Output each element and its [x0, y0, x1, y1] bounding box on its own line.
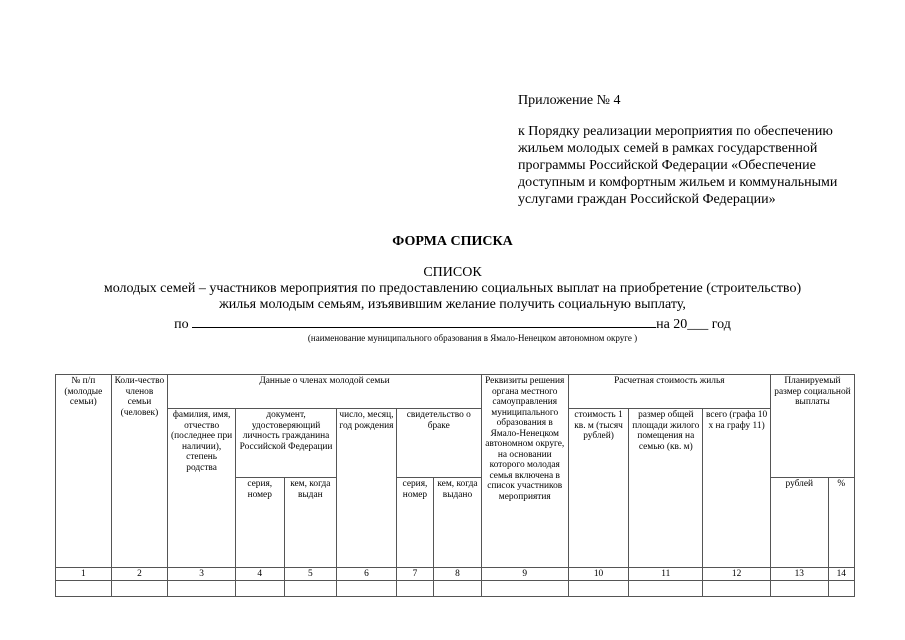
header-planned-payment: Планируемый размер социальной выплаты — [770, 375, 854, 478]
header-identity-document: документ, удостоверяющий личность гражданина Российской Федерации — [235, 409, 336, 478]
appendix-block — [518, 92, 858, 208]
column-number: 2 — [111, 568, 168, 581]
column-number: 9 — [481, 568, 568, 581]
column-numbers-row — [56, 568, 855, 581]
list-line-1: молодых семей – участников мероприятия по предоставлению социальных выплат на приобретение (строительство) — [103, 281, 802, 296]
municipality-caption: (наименование муниципального образования в Ямало-Ненецком автономном округе ) — [307, 333, 638, 343]
empty-cell[interactable] — [481, 581, 568, 597]
column-number: 4 — [235, 568, 284, 581]
header-family-data: Данные о членах молодой семьи — [168, 375, 482, 409]
column-number: 14 — [828, 568, 854, 581]
column-number: 10 — [568, 568, 629, 581]
header-document-series: серия, номер — [235, 478, 284, 568]
empty-cell[interactable] — [434, 581, 482, 597]
list-line-3-prefix: по — [174, 317, 189, 332]
empty-cell[interactable] — [235, 581, 284, 597]
column-number: 11 — [629, 568, 703, 581]
column-number: 8 — [434, 568, 482, 581]
list-heading — [0, 265, 905, 344]
form-title: ФОРМА СПИСКА — [392, 234, 513, 249]
empty-cell[interactable] — [396, 581, 433, 597]
column-number: 5 — [284, 568, 337, 581]
header-row-number: № п/п (молодые семьи) — [56, 375, 112, 568]
empty-cell[interactable] — [629, 581, 703, 597]
header-marriage-series: серия, номер — [396, 478, 433, 568]
list-line-3-suffix: на 20___ год — [656, 317, 731, 332]
column-number: 3 — [168, 568, 236, 581]
empty-cell[interactable] — [568, 581, 629, 597]
header-members-count: Коли-чество членов семьи (человек) — [111, 375, 168, 568]
column-number: 12 — [703, 568, 771, 581]
header-total-cost: всего (графа 10 х на графу 11) — [703, 409, 771, 568]
header-birth-date: число, месяц, год рождения — [337, 409, 397, 568]
list-line-2: жилья молодым семьям, изъявившим желание получить социальную выплату, — [219, 297, 686, 312]
list-title: СПИСОК — [423, 265, 482, 280]
header-marriage-certificate: свидетельство о браке — [396, 409, 481, 478]
empty-cell[interactable] — [703, 581, 771, 597]
empty-cell[interactable] — [337, 581, 397, 597]
header-full-name: фамилия, имя, отчество (последнее при наличии), степень родства — [168, 409, 236, 568]
header-rubles: рублей — [770, 478, 828, 568]
empty-cell[interactable] — [168, 581, 236, 597]
appendix-number: Приложение № 4 — [518, 93, 621, 108]
column-number: 7 — [396, 568, 433, 581]
empty-cell[interactable] — [111, 581, 168, 597]
header-document-issued-by: кем, когда выдан — [284, 478, 337, 568]
list-line-3 — [0, 314, 905, 333]
header-living-area: размер общей площади жилого помещения на семью (кв. м) — [629, 409, 703, 568]
empty-cell[interactable] — [828, 581, 854, 597]
column-number: 1 — [56, 568, 112, 581]
family-list-table — [55, 374, 855, 597]
header-requisites: Реквизиты решения органа местного самоуправления муниципального образования в Ямало-Ненецком автономном округе, на основании которого молодая семья включена в список участников мероприятия — [481, 375, 568, 568]
appendix-text: к Порядку реализации мероприятия по обеспечению жильем молодых семей в рамках государственной программы Российской Федерации «Обеспечение доступным и комфортным жильем и коммунальными услугами граждан Российской Федерации» — [518, 124, 838, 207]
empty-cell[interactable] — [284, 581, 337, 597]
header-estimated-cost: Расчетная стоимость жилья — [568, 375, 770, 409]
header-cost-per-sqm: стоимость 1 кв. м (тысяч рублей) — [568, 409, 629, 568]
empty-cell[interactable] — [56, 581, 112, 597]
column-number: 6 — [337, 568, 397, 581]
column-number: 13 — [770, 568, 828, 581]
municipality-blank-line — [192, 314, 656, 328]
empty-cell[interactable] — [770, 581, 828, 597]
header-percent: % — [828, 478, 854, 568]
header-marriage-issued-by: кем, когда выдано — [434, 478, 482, 568]
empty-data-row — [56, 581, 855, 597]
